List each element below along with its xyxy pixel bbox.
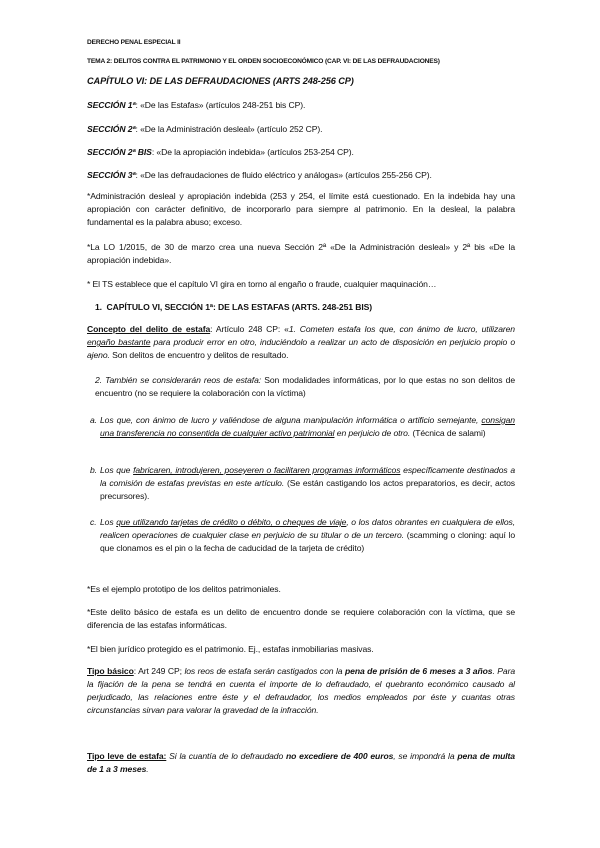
tipo-leve-text: Si la cuantía de lo defraudado [166,751,287,761]
section-line [87,169,432,182]
item-note: (scamming o cloning: aquí lo que clonamos es el pin o la fecha de caducidad de la tarjeta de crédito) [100,530,516,553]
also-italic: 2. También se considerarán reos de estafa: [95,375,262,385]
list-item [90,464,515,503]
item-text-rest: específicamente destinados a la comisión de estafas previstas en este artículo. [100,465,515,488]
concepto-quote: 1. Cometen estafa los que, con ánimo de lucro, utilizaren [288,324,515,334]
item-note: (Se están castigando los actos preparatorios, es decir, actos precursores). [100,478,515,501]
concepto-paragraph [87,323,515,362]
list-item [90,516,516,555]
item-underlined: que utilizando tarjetas de crédito o débito, o cheques de viaje [116,517,347,527]
item-letter: a. [90,415,97,425]
note-paragraph: * El TS establece que el capítulo VI gira en torno al engaño o fraude, cualquier maquinación… [87,279,437,289]
tipo-basico-penalty: pena de prisión de 6 meses a 3 años [344,666,493,676]
tipo-basico-text: los reos de estafa serán castigados con la [184,666,345,676]
tipo-leve-end: . [146,764,149,774]
section-text: : «De la apropiación indebida» (artículos 253-254 CP). [151,147,354,157]
section-line [87,99,305,112]
tipo-leve-label: Tipo leve de estafa: [87,751,167,761]
tipo-leve-paragraph [87,750,515,776]
item-text: Los [100,517,117,527]
section-label: SECCIÓN 1ª [87,100,136,110]
concepto-label: Concepto del delito de estafa [87,324,211,334]
heading-number: 1. [95,302,102,312]
item-underlined: consigan una transferencia no consentida de cualquier activo patrimonial [100,415,515,438]
note-paragraph: *Es el ejemplo prototipo de los delitos patrimoniales. [87,584,281,594]
chapter-title: CAPÍTULO VI: DE LAS DEFRAUDACIONES (ARTS 248-256 CP) [87,76,354,86]
tipo-basico-label: Tipo básico [87,666,134,676]
concepto-quote-underlined: engaño bastante [87,337,151,347]
concepto-intro: : Artículo 248 CP: « [210,324,289,334]
item-text-rest: , o los datos obrantes en cualquiera de ellos, realicen operaciones de cualquier clase en perjuicio de su titular o de un tercero. [100,517,515,540]
note-paragraph: *Administración desleal y apropiación indebida (253 y 254, el límite está cuestionado. En la indebida hay una apropiación con carácter definitivo, de incorporarlo para siempre al patrimonio. En la desleal, la palabra fundamental es la palabra abuso; exceso. [87,191,515,227]
note-paragraph: *Este delito básico de estafa es un delito de encuentro donde se requiere colaboración con la víctima, que se diferencia de las estafas informáticas. [87,607,515,630]
topic-header: TEMA 2: DELITOS CONTRA EL PATRIMONIO Y EL ORDEN SOCIOECONÓMICO (CAP. VI: DE LAS DEFRAUDACIONES) [87,58,440,65]
tipo-basico-text-rest: . Para la fijación de la pena se tendrá en cuenta el importe de lo defraudado, el quebranto económico causado al perjudicado, las relaciones entre éste y el defraudador, los medios empleados por éste y cuantas otras circunstancias sirvan para valorar la gravedad de la infracción. [87,666,516,715]
section-text: : «De las defraudaciones de fluido eléctrico y análogas» (artículos 255-256 CP). [135,170,432,180]
tipo-leve-amount: no excediere de 400 euros [286,751,394,761]
item-text: Los que, con ánimo de lucro y valiéndose de alguna manipulación informática o artificio semejante, [100,415,482,425]
tipo-basico-paragraph [87,665,515,717]
item-underlined: fabricaren, introdujeren, poseyeren o facilitaren programas informáticos [133,465,401,475]
section-label: SECCIÓN 3ª [87,170,136,180]
section-text: : «De las Estafas» (artículos 248-251 bis CP). [135,100,306,110]
section-line [87,123,322,136]
section-text: : «De la Administración desleal» (artículo 252 CP). [135,124,323,134]
heading-text: CAPÍTULO VI, SECCIÓN 1ª: DE LAS ESTAFAS (ARTS. 248-251 BIS) [106,302,373,312]
item-letter: c. [90,517,97,527]
item-text-rest: en perjuicio de otro. [334,428,411,438]
item-text: Los que [100,465,134,475]
item-note: (Técnica de salami) [410,428,486,438]
concepto-tail: Son delitos de encuentro y delitos de resultado. [109,350,289,360]
list-item [90,414,515,440]
tipo-leve-text-mid: , se impondrá la [393,751,458,761]
note-paragraph: *El bien jurídico protegido es el patrimonio. Ej., estafas inmobiliarias masivas. [87,644,374,654]
section-label: SECCIÓN 2ª BIS [87,147,152,157]
item-letter: b. [90,465,97,475]
concepto-quote-rest: para producir error en otro, induciéndolo a realizar un acto de disposición en perjuicio propio o ajeno. [87,337,516,360]
note-paragraph: *La LO 1/2015, de 30 de marzo crea una nueva Sección 2ª «De la Administración desleal» y 2ª bis «De la apropiación indebida». [87,242,515,265]
section-label: SECCIÓN 2ª [87,124,136,134]
numbered-heading [95,301,372,314]
tipo-basico-ref: : Art 249 CP; [133,666,185,676]
also-rest: Son modalidades informáticas, por lo que estas no son delitos de encuentro (no se requiere la colaboración con la víctima) [95,375,515,398]
course-header: DERECHO PENAL ESPECIAL II [87,39,181,46]
tipo-leve-penalty: pena de multa de 1 a 3 meses [87,751,515,774]
also-paragraph [95,374,515,400]
section-line [87,146,354,159]
